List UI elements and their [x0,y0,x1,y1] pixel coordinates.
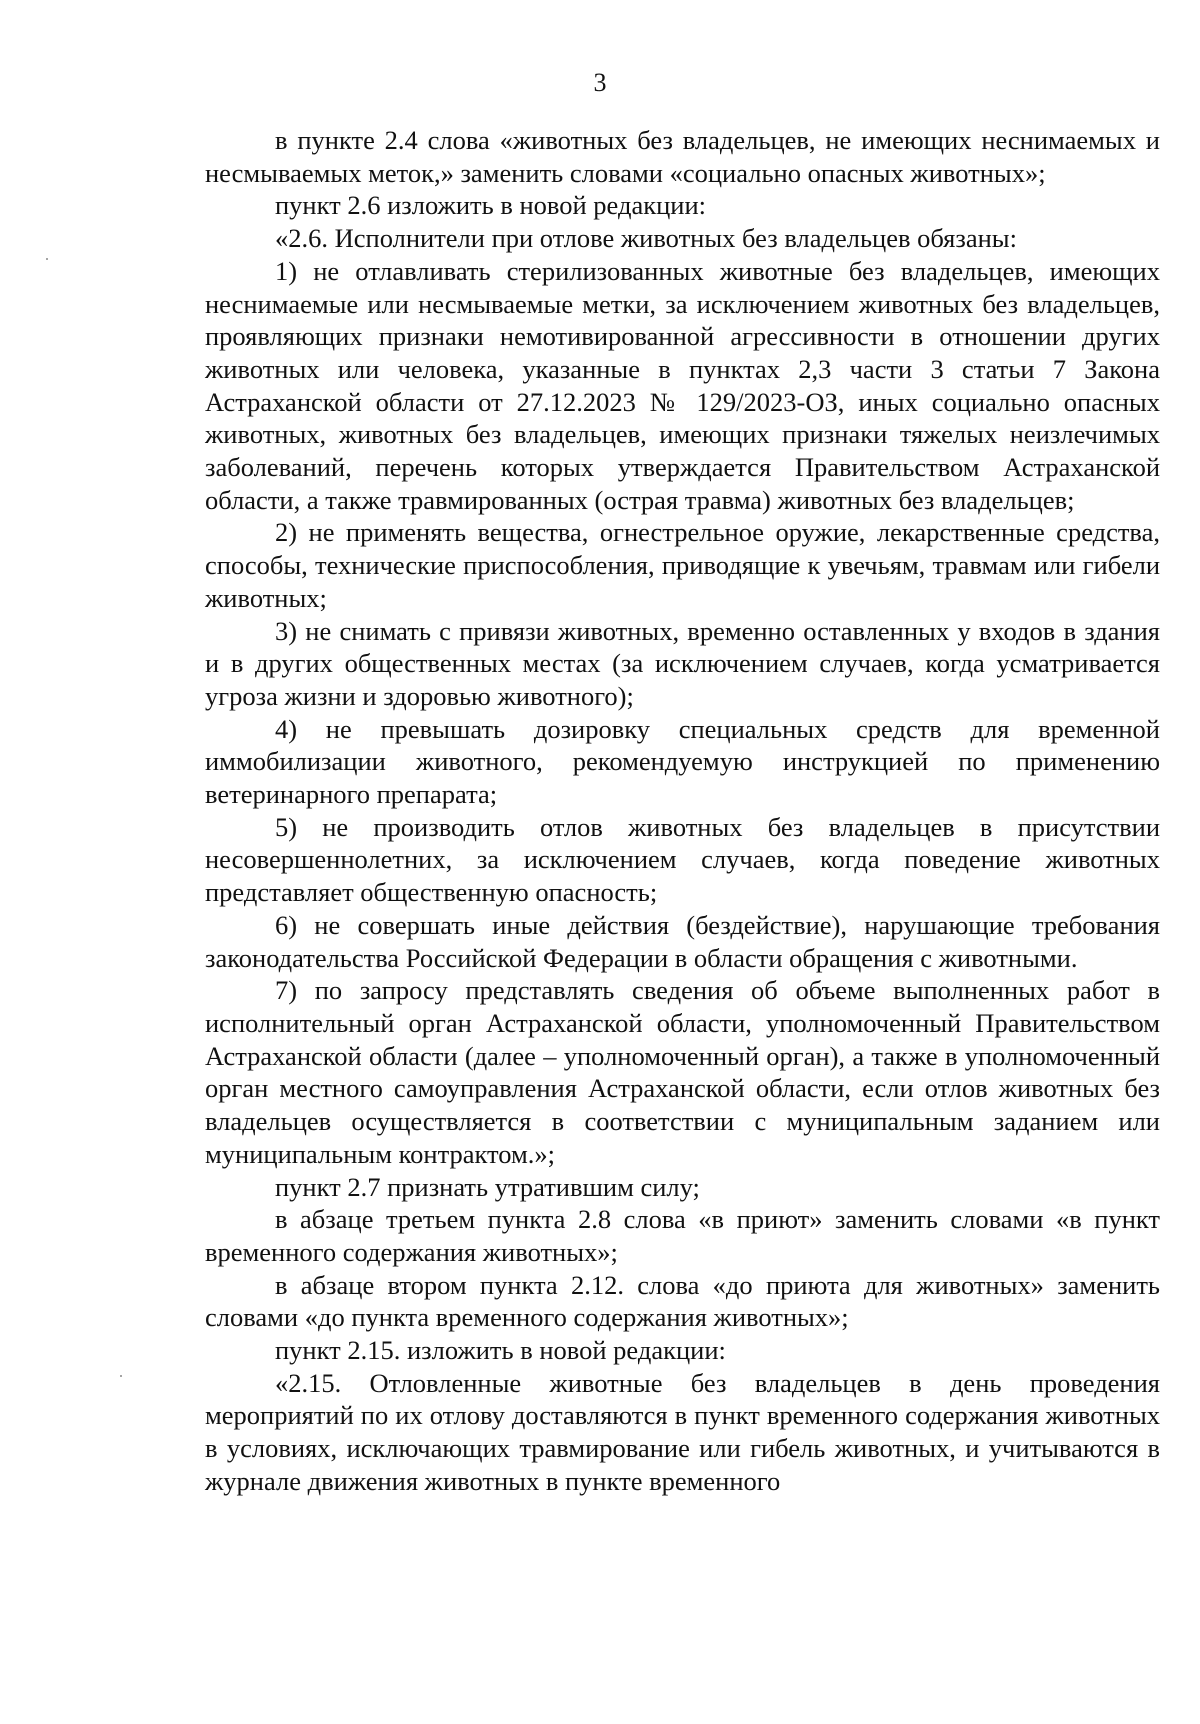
paragraph-2-7: пункт 2.7 признать утратившим силу; [275,1171,700,1202]
list-item-2: 2) не применять вещества, огнестрельное оружие, лекарственные средства, способы, технические приспособления, приводящие к увечьям, травмам или гибели животных; [205,517,1160,613]
list-item-1: 1) не отлавливать стерилизованных животные без владельцев, имеющих неснимаемые или несмываемые метки, за исключением животных без владельцев, проявляющих признаки немотивированной агрессивности в отношении других животных или человека, указанные в пунктах 2,3 части 3 статьи 7 Закона Астраханской области от 27.12.2023 № 129/2023-ОЗ, иных социально опасных животных, животных без владельцев, имеющих признаки тяжелых неизлечимых заболеваний, перечень которых утверждается Правительством Астраханской области, а также травмированных (острая травма) животных без владельцев; [205,255,1160,515]
list-item-3: 3) не снимать с привязи животных, временно оставленных у входов в здания и в других общественных местах (за исключением случаев, когда усматривается угроза жизни и здоровью животного); [205,615,1160,711]
list-item-4: 4) не превышать дозировку специальных средств для временной иммобилизации животного, рекомендуемую инструкцией по применению ветеринарного препарата; [205,713,1160,810]
paragraph-2-15-intro: пункт 2.15. изложить в новой редакции: [275,1335,726,1366]
page-number: 3 [593,68,607,97]
paragraph-amend-2-4: в пункте 2.4 слова «животных без владельцев, не имеющих неснимаемых и несмываемых меток,» заменить словами «социально опасных животных»; [205,125,1160,188]
paragraph-2-8: в абзаце третьем пункта 2.8 слова «в приют» заменить словами «в пункт временного содержания животных»; [205,1204,1160,1267]
list-item-6: 6) не совершать иные действия (бездействие), нарушающие требования законодательства Российской Федерации в области обращения с животными. [205,909,1160,973]
list-item-5: 5) не производить отлов животных без владельцев в присутствии несовершеннолетних, за исключением случаев, когда поведение животных представляет общественную опасность; [205,811,1160,908]
paragraph-2-6-intro: пункт 2.6 изложить в новой редакции: [275,190,706,221]
paragraph-2-12: в абзаце втором пункта 2.12. слова «до приюта для животных» заменить словами «до пункта временного содержания животных»; [205,1269,1160,1333]
scan-speck [46,258,48,260]
paragraph-2-6-heading: «2.6. Исполнители при отлове животных без владельцев обязаны: [275,223,1017,254]
list-item-7: 7) по запросу представлять сведения об объеме выполненных работ в исполнительный орган Астраханской области, уполномоченный Правительством Астраханской области (далее – уполномоченный орган), а также в уполномоченный орган местного самоуправления Астраханской области, если отлов животных без владельцев осуществляется в соответствии с муниципальным заданием или муниципальным контрактом.»; [205,975,1160,1169]
document-body [205,124,1160,1498]
scan-speck [120,1375,122,1377]
paragraph-2-15-text: «2.15. Отловленные животные без владельцев в день проведения мероприятий по их отлову доставляются в пункт временного содержания животных в условиях, исключающих травмирование или гибель животных, и учитываются в журнале движения животных в пункте временного [205,1367,1160,1496]
